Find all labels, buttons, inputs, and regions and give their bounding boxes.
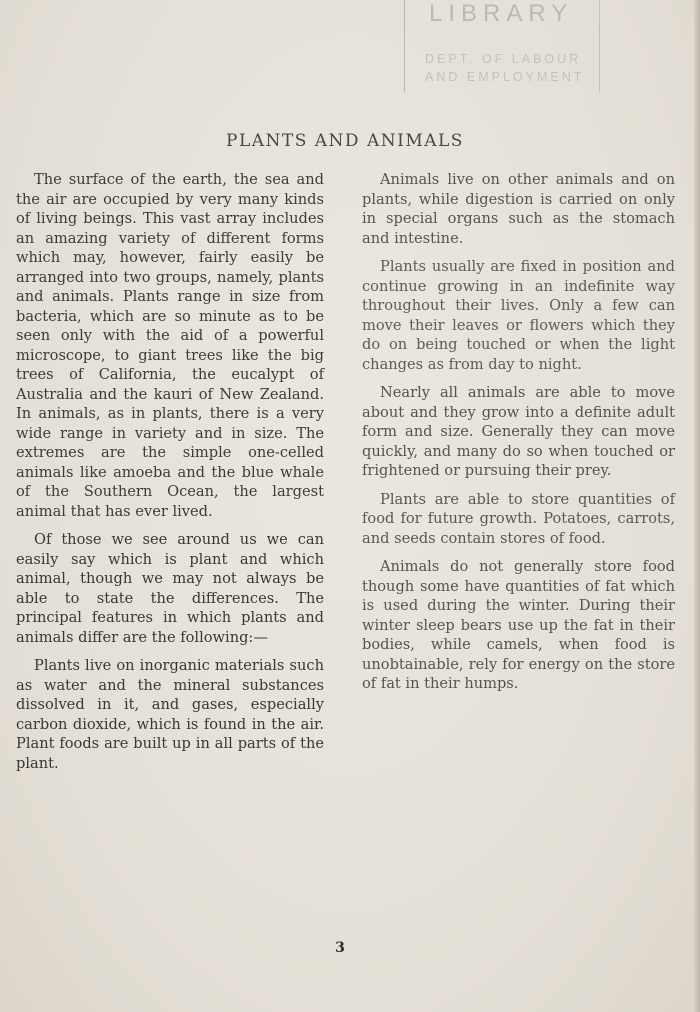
- paragraph: Of those we see around us we can easily say which is plant and which animal, though we may not always be able to state the differences. The principal features in which plants and animals differ are the following:—: [16, 531, 324, 646]
- library-stamp: [404, 0, 600, 92]
- paragraph: Nearly all animals are able to move about and they grow into a definite adult form and size. Generally they can move quickly, and many do so when touched or frightened or pursuing their prey.: [362, 384, 675, 479]
- page-edge-shadow: [694, 0, 700, 1012]
- paragraph: The surface of the earth, the sea and the air are occupied by very many kinds of living beings. This vast array includes an amazing variety of different forms which may, however, fairly easily be arranged into two groups, namely, plants and animals. Plants range in size from bacteria, which are so minute as to be seen only with the aid of a powerful microscope, to giant trees like the big trees of California, the eucalypt of Australia and the kauri of New Zealand. In animals, as in plants, there is a very wide range in variety and in size. The extremes are the simple one-celled animals like amoeba and the blue whale of the Southern Ocean, the largest animal that has ever lived.: [16, 171, 324, 520]
- stamp-title: LIBRARY: [429, 0, 574, 27]
- page-title: PLANTS AND ANIMALS: [226, 131, 464, 152]
- stamp-subtitle: DEPT. OF LABOUR AND EMPLOYMENT: [425, 52, 585, 84]
- paragraph: Plants usually are fixed in position and continue growing in an indefinite way throughout their lives. Only a few can move their leaves or flowers which they do on being touched or when the light changes as from day to night.: [362, 258, 675, 373]
- paragraph: Animals live on other animals and on plants, while digestion is carried on only in special organs such as the stomach and intestine.: [362, 171, 675, 247]
- paragraph: Plants are able to store quantities of food for future growth. Potatoes, carrots, and seeds contain stores of food.: [362, 490, 675, 547]
- left-column: [16, 170, 324, 782]
- paragraph: Animals do not generally store food though some have quantities of fat which is used during the winter. During their winter sleep bears use up the fat in their bodies, while camels, when food is unobtainable, rely for energy on the store of fat in their humps.: [362, 558, 675, 692]
- right-column: [362, 170, 675, 703]
- paragraph: Plants live on inorganic materials such as water and the mineral substances dissolved in it, and gases, especially carbon dioxide, which is found in the air. Plant foods are built up in all parts of the plant.: [16, 657, 324, 772]
- page-number: 3: [335, 940, 345, 956]
